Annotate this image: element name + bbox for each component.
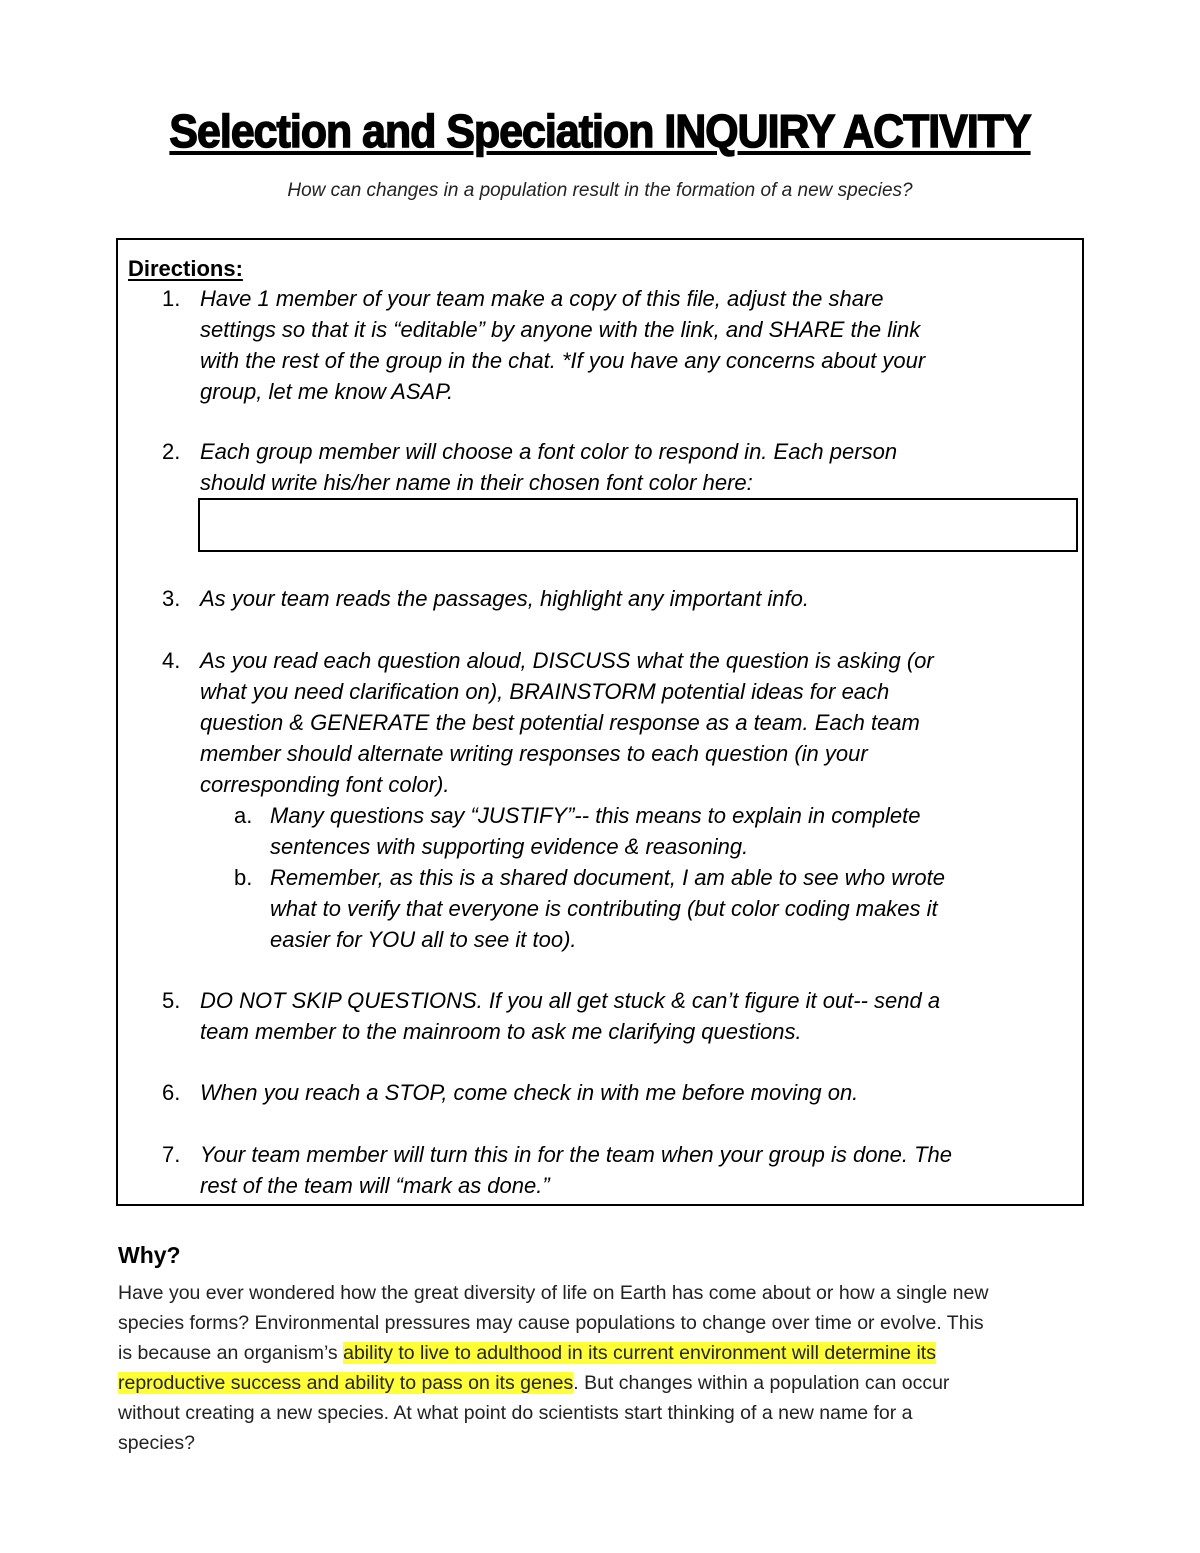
- team-names-input-box[interactable]: [198, 498, 1078, 552]
- text-run: is because an organism’s: [118, 1342, 344, 1364]
- paragraph-line: [118, 1398, 1088, 1428]
- item-line: When you reach a STOP, come check in with me before moving on.: [200, 1080, 859, 1105]
- item-line: rest of the team will “mark as done.”: [200, 1173, 550, 1198]
- text-run: Have you ever wondered how the great diversity of life on Earth has come about or how a single new: [118, 1282, 989, 1304]
- paragraph-line: [118, 1278, 1088, 1308]
- item-line: with the rest of the group in the chat. *If you have any concerns about your: [200, 348, 926, 373]
- item-line: should write his/her name in their chosen font color here:: [200, 470, 753, 495]
- item-line: Remember, as this is a shared document, I am able to see who wrote: [270, 865, 945, 890]
- item-line: team member to the mainroom to ask me clarifying questions.: [200, 1019, 802, 1044]
- item-number: 6.: [162, 1080, 181, 1105]
- document-title: Selection and Speciation INQUIRY ACTIVITY: [169, 105, 1031, 157]
- text-run: . But changes within a population can occur: [573, 1372, 950, 1394]
- document-subtitle: How can changes in a population result in the formation of a new species?: [287, 180, 913, 201]
- item-number: 5.: [162, 988, 181, 1013]
- highlighted-text: ability to live to adulthood in its current environment will determine its: [343, 1342, 936, 1364]
- item-line: Each group member will choose a font color to respond in. Each person: [200, 439, 898, 464]
- item-line: Have 1 member of your team make a copy of this file, adjust the share: [200, 286, 884, 311]
- item-line: settings so that it is “editable” by anyone with the link, and SHARE the link: [200, 317, 921, 342]
- item-number: 3.: [162, 586, 181, 611]
- item-number: 7.: [162, 1142, 181, 1167]
- directions-heading: Directions:: [128, 256, 243, 281]
- item-line: sentences with supporting evidence & reasoning.: [270, 834, 749, 859]
- item-number: 4.: [162, 648, 181, 673]
- item-number: 2.: [162, 439, 181, 464]
- item-line: group, let me know ASAP.: [200, 379, 454, 404]
- subitem-letter: b.: [234, 865, 253, 890]
- paragraph-line: [118, 1368, 1088, 1398]
- paragraph-line: [118, 1308, 1088, 1338]
- item-number: 1.: [162, 286, 181, 311]
- item-line: As your team reads the passages, highlight any important info.: [200, 586, 810, 611]
- item-line: Many questions say “JUSTIFY”-- this means to explain in complete: [270, 803, 921, 828]
- directions-box: [116, 238, 1084, 1206]
- item-line: Your team member will turn this in for the team when your group is done. The: [200, 1142, 953, 1167]
- item-line: what you need clarification on), BRAINSTORM potential ideas for each: [200, 679, 890, 704]
- item-line: question & GENERATE the best potential response as a team. Each team: [200, 710, 920, 735]
- paragraph-line: [118, 1338, 1088, 1368]
- item-line: As you read each question aloud, DISCUSS what the question is asking (or: [200, 648, 934, 673]
- item-line: member should alternate writing responses to each question (in your: [200, 741, 868, 766]
- text-run: species forms? Environmental pressures may cause populations to change over time or evolve. This: [118, 1312, 984, 1334]
- item-line: corresponding font color).: [200, 772, 450, 797]
- item-line: what to verify that everyone is contributing (but color coding makes it: [270, 896, 938, 921]
- subitem-letter: a.: [234, 803, 253, 828]
- item-line: easier for YOU all to see it too).: [270, 927, 577, 952]
- highlighted-text: reproductive success and ability to pass on its genes: [118, 1372, 574, 1394]
- why-heading: Why?: [118, 1242, 181, 1268]
- text-run: species?: [118, 1432, 195, 1454]
- why-paragraph: [118, 1278, 1088, 1458]
- paragraph-line: [118, 1428, 1088, 1458]
- item-line: DO NOT SKIP QUESTIONS. If you all get stuck & can’t figure it out-- send a: [200, 988, 941, 1013]
- text-run: without creating a new species. At what point do scientists start thinking of a new name for a: [118, 1402, 913, 1424]
